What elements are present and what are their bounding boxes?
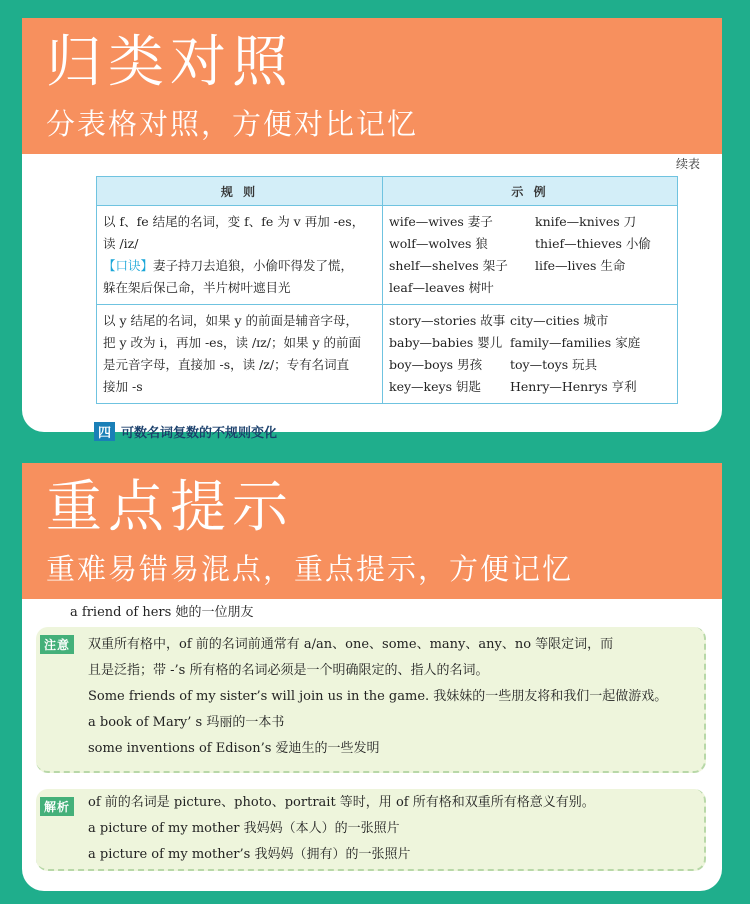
example-item: thief—thieves 小偷 — [535, 236, 651, 251]
header-example: 示 例 — [383, 177, 678, 206]
example-item: baby—babies 婴儿 — [389, 335, 503, 350]
example-item: key—keys 钥匙 — [389, 379, 481, 394]
example-item: toy—toys 玩具 — [510, 357, 598, 372]
example-sentence: a friend of hers 她的一位朋友 — [70, 605, 254, 620]
card-key-points — [22, 463, 722, 891]
analysis-line: a picture of my mother’s 我妈妈（拥有）的一张照片 — [88, 847, 411, 862]
example-cell — [383, 206, 678, 305]
example-cell — [383, 305, 678, 404]
note-line: a book of Mary’ s 玛丽的一本书 — [88, 715, 285, 730]
example-item: Henry—Henrys 亨利 — [510, 379, 637, 394]
rule-cell — [97, 206, 383, 305]
note-box — [36, 627, 706, 773]
banner-title: 归类对照 — [46, 30, 294, 95]
banner-classification — [22, 18, 722, 154]
note-line: 双重所有格中，of 前的名词前通常有 a/an、one、some、many、any、no 等限定词，而 — [88, 637, 614, 652]
rule-line: 以 y 结尾的名词，如果 y 的前面是辅音字母， — [103, 313, 359, 328]
section-number: 四 — [94, 422, 115, 441]
example-item: knife—knives 刀 — [535, 214, 637, 229]
example-item: wife—wives 妻子 — [389, 214, 493, 229]
table-row — [97, 305, 678, 404]
rule-line: 以 f、fe 结尾的名词，变 f、fe 为 v 再加 -es， — [103, 214, 365, 229]
mnemonic-line — [103, 255, 376, 277]
rule-line: 读 /iz/ — [103, 236, 139, 251]
example-item: story—stories 故事 — [389, 313, 506, 328]
example-item: life—lives 生命 — [535, 258, 626, 273]
note-line: some inventions of Edison’s 爱迪生的一些发明 — [88, 741, 380, 756]
example-item — [535, 277, 671, 299]
analysis-box — [36, 789, 706, 871]
example-item: boy—boys 男孩 — [389, 357, 483, 372]
rule-cell — [97, 305, 383, 404]
card-classification — [22, 18, 722, 441]
header-rule: 规 则 — [97, 177, 383, 206]
next-section-heading — [94, 422, 277, 441]
section-heading-text: 可数名词复数的不规则变化 — [121, 426, 278, 441]
example-grid — [389, 310, 671, 398]
note-line: Some friends of my sister’s will join us in the game. 我妹妹的一些朋友将和我们一起做游戏。 — [88, 689, 668, 704]
continued-label: 续表 — [675, 157, 700, 171]
rule-line: 是元音字母，直接加 -s，读 /z/；专有名词直 — [103, 357, 350, 372]
example-item: wolf—wolves 狼 — [389, 236, 488, 251]
example-grid — [389, 211, 671, 299]
rule-line: 把 y 改为 i，再加 -es，读 /ɪz/；如果 y 的前面 — [103, 335, 361, 350]
note-tag: 注意 — [40, 635, 74, 654]
mnemonic-tag: 【口诀】 — [103, 258, 154, 273]
analysis-line: a picture of my mother 我妈妈（本人）的一张照片 — [88, 821, 400, 836]
analysis-line: of 前的名词是 picture、photo、portrait 等时，用 of 所有格和双重所有格意义有别。 — [88, 795, 595, 810]
analysis-tag: 解析 — [40, 797, 74, 816]
example-item: shelf—shelves 架子 — [389, 258, 508, 273]
banner-title: 重点提示 — [46, 475, 294, 540]
rule-line: 接加 -s — [103, 379, 143, 394]
note-line: 且是泛指；带 -’s 所有格的名词必须是一个明确限定的、指人的名词。 — [88, 663, 489, 678]
banner-subtitle: 分表格对照，方便对比记忆 — [46, 107, 419, 141]
example-item: family—families 家庭 — [510, 335, 641, 350]
banner-key-points — [22, 463, 722, 599]
rules-table — [96, 176, 678, 404]
banner-subtitle: 重难易错易混点，重点提示，方便记忆 — [46, 552, 574, 586]
example-item: city—cities 城市 — [510, 313, 609, 328]
example-item: leaf—leaves 树叶 — [389, 280, 494, 295]
mnemonic-text: 妻子持刀去追狼，小偷吓得发了慌， — [153, 258, 354, 273]
table-row — [97, 206, 678, 305]
mnemonic-line: 躲在架后保己命，半片树叶遮目光 — [103, 280, 291, 295]
